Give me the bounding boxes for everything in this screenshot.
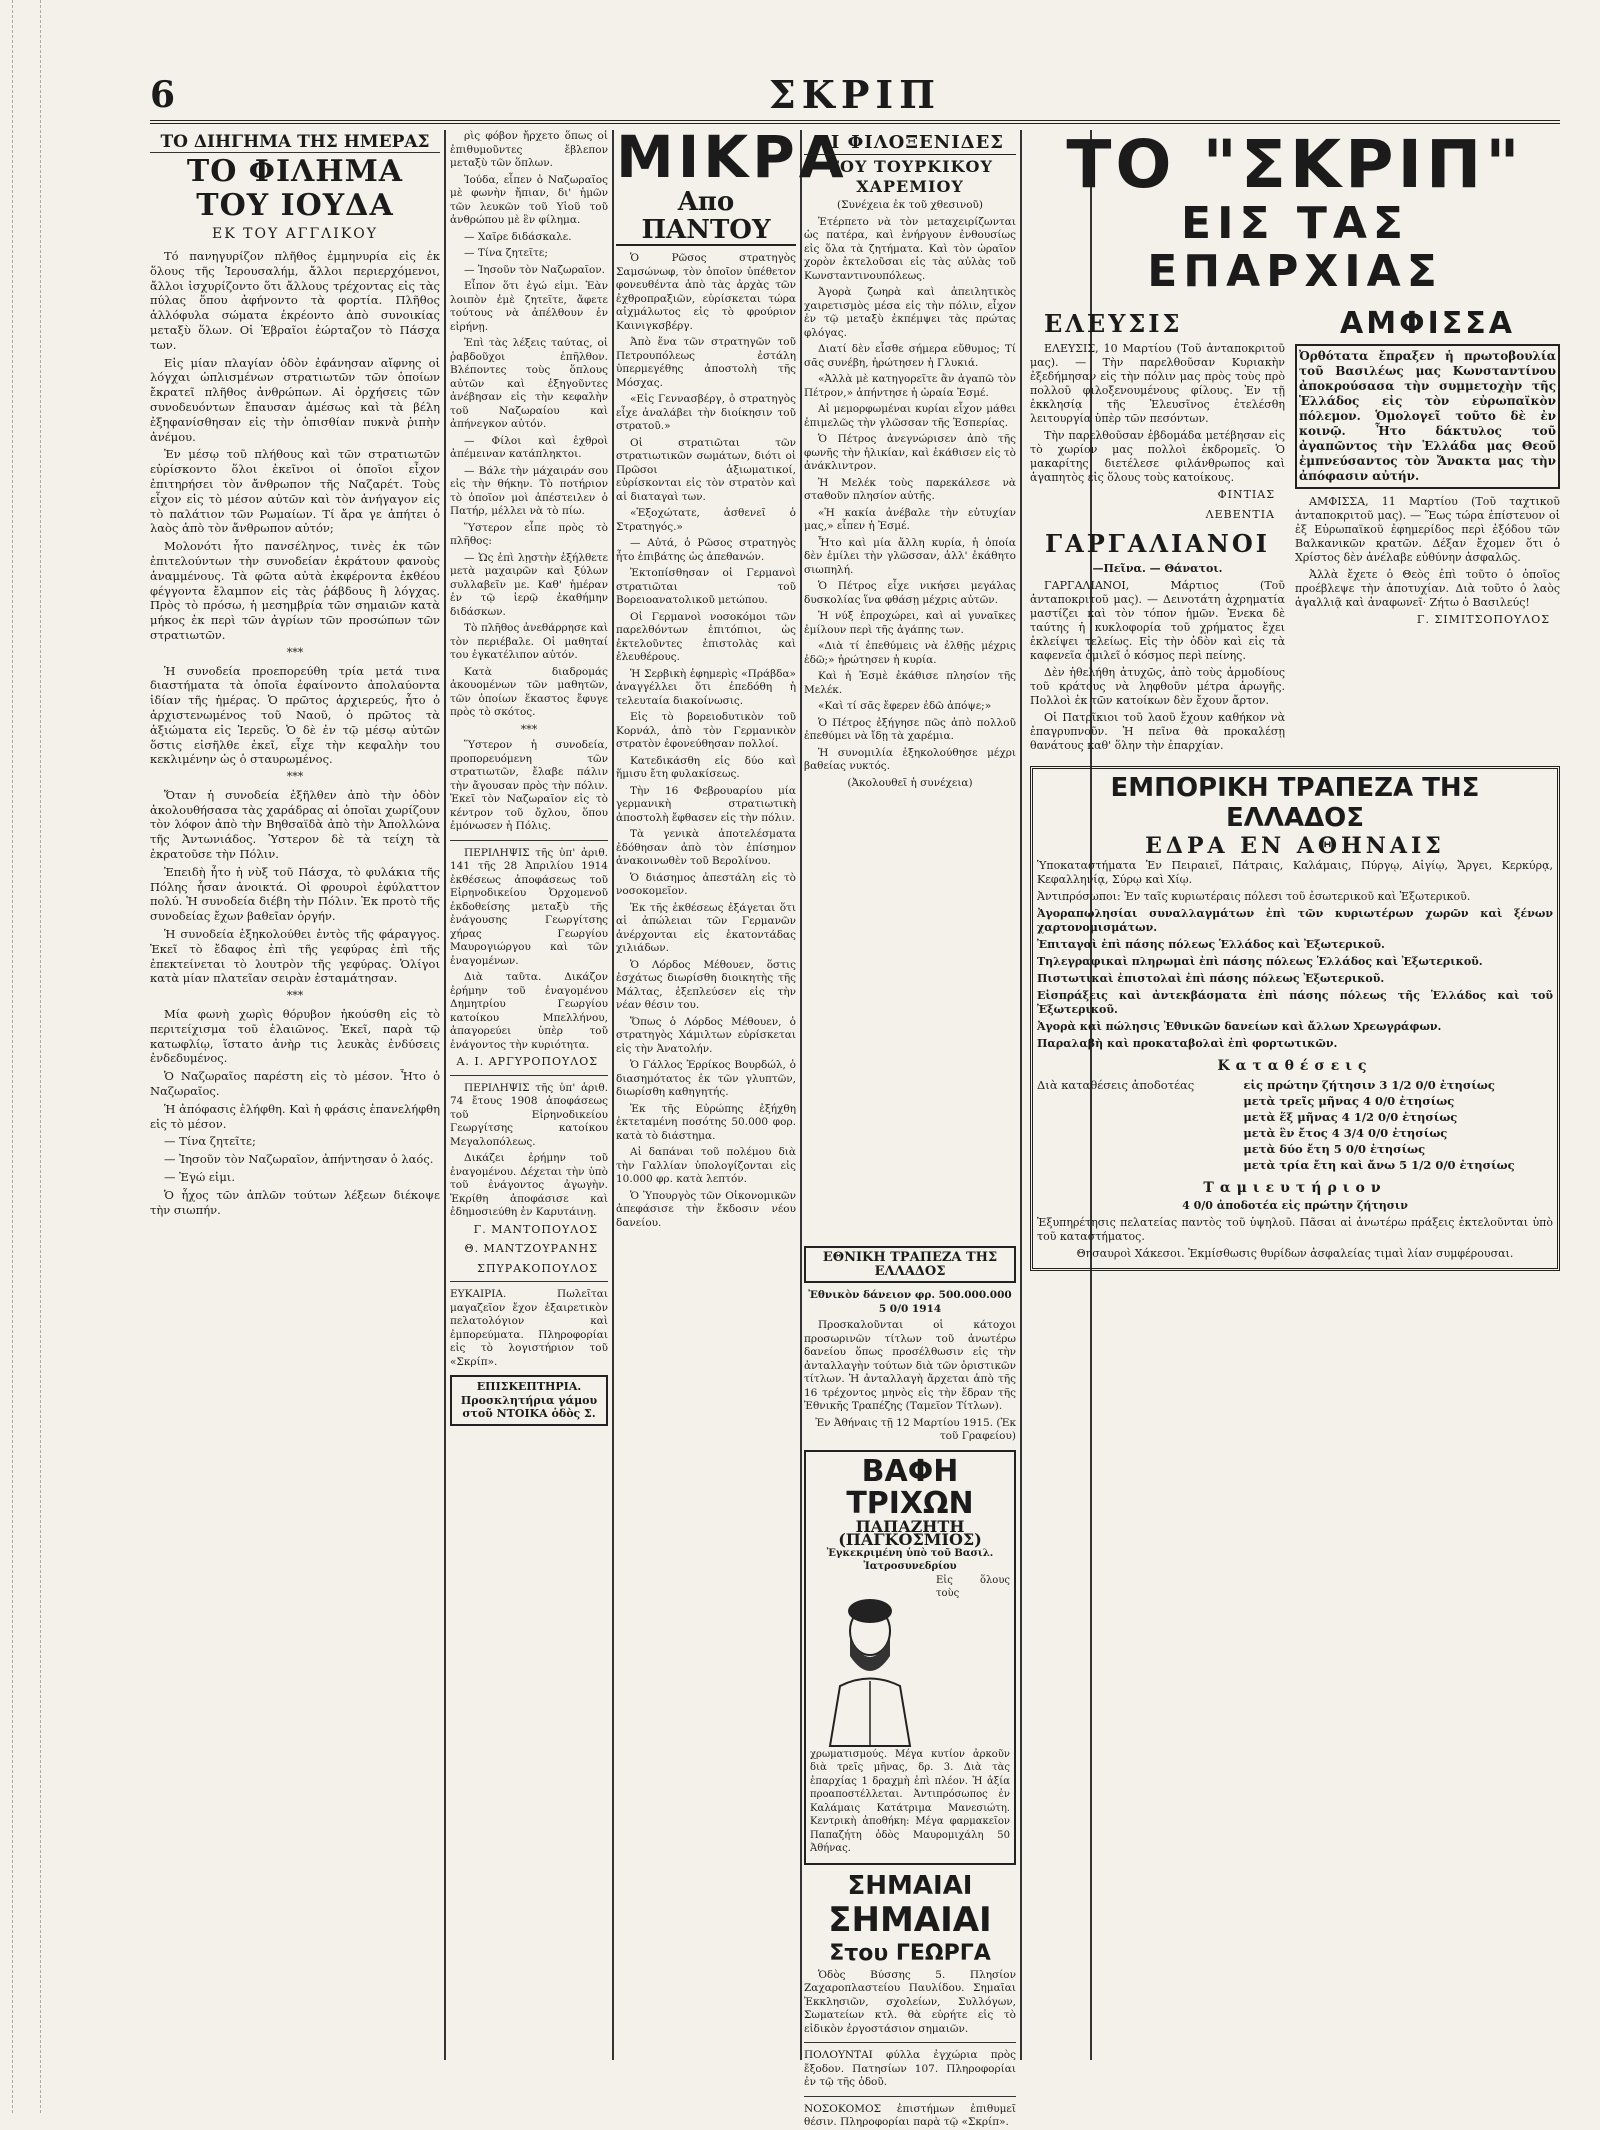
- gargalianoi-report: Δὲν ἠθελήθη ἀτυχῶς, ἀπὸ τοὺς ἀρμοδίους τοῦ κράτους νὰ ληφθοῦν μέτρα ἀρωγῆς. Πολλοὶ ἐκ τῶν κατοίκων δὲν ἔχουν ἄρτον.: [1030, 666, 1285, 707]
- story-paragraph: ρὶς φόβον ἤρχετο ὅπως οἱ ἐπιθυμοῦντες ἔβλεπον μεταξὺ τῶν ὅπλων.: [450, 130, 608, 169]
- story-paragraph: Εἰς μίαν πλαγίαν ὁδὸν ἐφάνησαν αἴφνης οἱ λόγχαι ὡπλισμένων στρατιωτῶν τῶν ὁποίων ἔκρατεῖ πλῆθος ἀνθρώπων. Αἱ ὀρχήσεις τῶν συνοδευόντων ἔπαυσαν ἀμέσως καὶ τὰ βέλη ἐξηφανίσθησαν εἰς τὴν ὀπισθίαν πυκνὰ ῥιπὴν ἀνέμου.: [150, 355, 440, 444]
- serial-paragraph: Ὁ Πέτρος εἶχε νικήσει μεγάλας δυσκολίας ἵνα φθάσῃ μέχρις αὐτῶν.: [804, 580, 1016, 606]
- story-paragraph: — Βάλε τὴν μάχαιράν σου εἰς τὴν θήκην. Τὸ ποτήριον τὸ ὁποῖον μοὶ ἀπέστειλεν ὁ Πατήρ, μέλλει νὰ τὸ πίω.: [450, 464, 608, 517]
- deposit-rate-row: Διὰ καταθέσεις ἀποδοτέας εἰς πρώτην ζήτησιν 3 1/2 0/0 ἐτησίως: [1037, 1078, 1495, 1092]
- portrait-illustration: [810, 1576, 930, 1746]
- deposit-rate-row: μετὰ ἕξ μῆνας 4 1/2 0/0 ἐτησίως: [1243, 1110, 1458, 1124]
- amfissa-heading: ΑΜΦΙΣΣΑ: [1340, 306, 1515, 341]
- story-paragraph: Ὕστερον ἡ συνοδεία, προπορευόμενη τῶν στρατιωτῶν, ἔλαβε πάλιν τὴν ἄγουσαν πρὸς τὴν πόλιν. Ἐκεῖ τὸν Ναζωραῖον εἰς τὸ κέντρον τοῦ ὄχλου, ὅπου ἐμόνωσεν ἡ Πόλις.: [450, 739, 608, 832]
- serial-paragraph: «Ἡ κακία ἀνέβαλε τὴν εὐτυχίαν μας,» εἶπεν ἡ Ἐσμέ.: [804, 506, 1016, 532]
- hair-dye-title: ΒΑΦΗ ΤΡΙΧΩΝ: [846, 1453, 974, 1521]
- bank-service: Εἰσπράξεις καὶ ἀντεκβάσματα ἐπὶ πάσης πόλεως τῆς Ἑλλάδος καὶ τοῦ Ἐξωτερικοῦ.: [1037, 989, 1553, 1016]
- brief-item: Ὁ Γάλλος Ἐρρίκος Βουρδώλ, ὁ διασημότατος ἐκ τῶν γλυπτῶν, διωρίσθη καθηγητής.: [616, 1059, 796, 1098]
- hair-dye-text: Εἰς ὅλους τοὺς χρωματισμούς. Μέγα κυτίον ἀρκοῦν διὰ τρεῖς μῆνας, δρ. 3. Διὰ τὰς ἐπαρχίας 1 δραχμὴ ἐπὶ πλέον. Ἡ ἀξία προαποστέλλεται. Ἀντιπρόσωπος ἐν Καλάμαις Κατάτριμα Μανεσιώτη. Κεντρικὴ ἀποθήκη: Μέγα φαρμακεῖον Παπαζήτη ὁδὸς Μαυρομιχάλη 50 Ἀθήνας.: [810, 1574, 1010, 1854]
- commercial-bank-seat: ΕΔΡΑ ΕΝ ΑΘΗΝΑΙΣ: [1145, 833, 1445, 859]
- ads-column: [804, 1240, 1016, 2128]
- bank-branches: Ὑποκαταστήματα Ἐν Πειραιεῖ, Πάτραις, Καλάμαις, Πύργῳ, Αἰγίῳ, Ἄργει, Κερκύρᾳ, Κεφαλληνίᾳ, Σύρῳ καὶ Χίῳ.: [1037, 859, 1553, 886]
- provinces-right: [1295, 302, 1560, 756]
- legal-notice: ΠΕΡΙΛΗΨΙΣ τῆς ὑπ' ἀριθ. 141 τῆς 28 Ἀπριλίου 1914 ἐκθέσεως ἀποφάσεως τοῦ Εἰρηνοδικείου Ὀρχομενοῦ ἐκδοθείσης μεταξὺ τῆς ἐνάγουσης Γεωργίτσης χήρας Γεωργίου Μαυρογιώργου καὶ τῶν ἐναγομένων.: [450, 846, 608, 967]
- report-signature: Γ. ΣΙΜΙΤΣΟΠΟΥΛΟΣ: [1416, 613, 1550, 626]
- flags-shop-name: Στου ΓΕΩΡΓΑ: [829, 1940, 991, 1966]
- provinces-title: ΤΟ "ΣΚΡΙΠ": [1066, 126, 1524, 203]
- story-paragraph: — Ἐγώ εἰμι.: [164, 1170, 235, 1185]
- column-rule: [612, 130, 614, 2060]
- story-paragraph: Ἐπειδὴ ἦτο ἡ νὺξ τοῦ Πάσχα, τὸ φυλάκια τῆς Πόλης ἦσαν ἀνοικτά. Οἱ φρουροὶ ἐφύλαττον πολύ. Ἡ συνοδεία διέβη τὴν Πόλιν. Ἐκ προτὸ τῆς συνοδείας ἔχων βαθεῖαν ὀργήν.: [150, 864, 440, 924]
- brief-item: Ὁ Λόρδος Μέθουεν, ὅστις ἐσχάτως διωρίσθη διοικητὴς τῆς Μάλτας, ἐξεπλεύσεν εἰς τὴν νέαν θέσιν του.: [616, 958, 796, 1011]
- masthead: [150, 72, 1560, 124]
- story-paragraph: Εἶπον ὅτι ἐγώ εἰμι. Ἐὰν λοιπὸν ἐμὲ ζητεῖτε, ἄφετε τούτους νὰ ἀπέλθουν ἐν εἰρήνῃ.: [450, 280, 608, 333]
- notice-signature: ΣΠΥΡΑΚΟΠΟΥΛΟΣ: [477, 1261, 598, 1275]
- hair-dye-ad: [804, 1450, 1016, 1865]
- story-paragraph: Ἐν μέσῳ τοῦ πλήθους καὶ τῶν στρατιωτῶν εὑρίσκοντο ὅλοι ἐκεῖνοι οἱ ὁποῖοι εἶχον ἐπιτηρήσει τὸν ἄνθρωπον τῆς Ναζαρέτ. Τοὺς εἶχον εἰς τὸ μέσον αὐτῶν καὶ τὸν ἀνήγαγον εἰς τὸ παλάτιον τῶν Ρωμαίων. Τί ἄρα γε ἀπήτει ὁ λαὸς ἀπὸ τὸν ἄνθρωπον αὐτόν;: [150, 447, 440, 536]
- story-paragraph: Ὁ Ναζωραῖος παρέστη εἰς τὸ μέσον. Ἦτο ὁ Ναζωραῖος.: [150, 1069, 440, 1099]
- provinces-column: [1030, 126, 1560, 2060]
- amfissa-report: ΑΜΦΙΣΣΑ, 11 Μαρτίου (Τοῦ ταχτικοῦ ἀνταποκριτοῦ μας). — Ἕως τώρα ἐπίστευον οἱ ἐξ Εὐρωπαϊκοῦ ἐφημερίδος περὶ ἐξόδου τῶν Βαλκανικῶν κρατῶν. Δέξαν ἔχομεν ὅτι ὁ Χρίστος δὲν ἀνέλαβε εὐθύνην ἀσφαλῶς.: [1295, 495, 1560, 564]
- serial-subtitle: ΤΟΥ ΤΟΥΡΚΙΚΟΥ ΧΑΡΕΜΙΟΥ: [827, 157, 993, 196]
- serial-paragraph: Ὁ Πέτρος ἀνεγνώρισεν ἀπὸ τῆς φωνῆς τὴν ἡλικίαν, καὶ ἐκάθισεν εἰς τὸ ἀνάκλιντρον.: [804, 433, 1016, 472]
- amfissa-report: Ἀλλὰ ἔχετε ὁ Θεὸς ἐπὶ τοῦτο ὁ ὁποῖος προέβλεψε τὴν ἀποτυχίαν. Διὰ τοῦτο ὁ λαὸς ἀγαλλιᾷ καὶ ἀναφωνεῖ· Ζήτω ὁ Βασιλεύς!: [1295, 568, 1560, 609]
- serial-to-be-continued: (Ἀκολουθεῖ ἡ συνέχεια): [847, 776, 973, 789]
- flags-ad-text: Ὁδὸς Βύσσης 5. Πλησίον Ζαχαροπλαστείου Παυλίδου. Σημαῖαι Ἐκκλησιῶν, σχολείων, Συλλόγων, Σωματείων κτλ. θὰ εὑρήτε εἰς τὸ εἰδικὸν ἐργοστάσιον σημαιῶν.: [804, 1968, 1016, 2035]
- serial-title: ΑΙ ΦΙΛΟΞΕΝΙΔΕΣ: [804, 132, 1016, 155]
- column-rule: [800, 130, 802, 2060]
- deposit-rate-row: μετὰ δύο ἔτη 5 0/0 ἐτησίως: [1243, 1142, 1426, 1156]
- brief-item: Εἰς τὸ βορειοδυτικὸν τοῦ Κορνάλ, ἀπὸ τὸν Γερμανικὸν στρατὸν ἐφονεύθησαν πολλοί.: [616, 711, 796, 750]
- story-title: ΤΟ ΦΙΛΗΜΑ ΤΟΥ ΙΟΥΔΑ: [186, 154, 404, 223]
- story-subtitle: ΕΚ ΤΟΥ ΑΓΓΛΙΚΟΥ: [212, 226, 378, 242]
- gargalianoi-report: Οἱ Πατρῖκιοι τοῦ λαοῦ ἔχουν καθήκον νὰ ἐπαγρυπνοῦν. Ἡ πεῖνα θὰ προκαλέσῃ θανάτους καθ' ὅλην τὴν ἐπαρχίαν.: [1030, 711, 1285, 752]
- column-rule: [444, 130, 446, 2060]
- bank-service: Ἀντιπρόσωποι: Ἐν ταῖς κυριωτέραις πόλεσι τοῦ ἐσωτερικοῦ καὶ Ἐξωτερικοῦ.: [1037, 890, 1471, 903]
- bank-loan-title: Ἐθνικὸν δάνειον φρ. 500.000.000 5 0/0 1914: [808, 1289, 1012, 1315]
- visiting-cards-ad: ΕΠΙΣΚΕΠΤΗΡΙΑ. Προσκλητήρια γάμου στοῦ ΝΤΟΙΚΑ ὁδὸς Σ.: [450, 1375, 608, 1426]
- brief-item: «Ἐξοχώτατε, ἀσθενεῖ ὁ Στρατηγός.»: [616, 507, 796, 533]
- story-paragraph: — Ἰησοῦν τὸν Ναζωραῖον.: [464, 263, 605, 276]
- provinces-left: [1030, 302, 1285, 756]
- legal-notice: Διὰ ταῦτα. Δικάζον ἐρήμην τοῦ ἐναγομένου Δημητρίου Γεωργίου κατοίκου Μπελλήνου, ἀπαγορεύει ὑπὲρ τοῦ ἐνάγοντος τὴν κυριότητα.: [450, 971, 608, 1051]
- gargalianoi-subheading: —Πεῖνα. — Θάνατοι.: [1092, 562, 1223, 575]
- brief-item: Ὁ Ρῶσος στρατηγὸς Σαμσώνωφ, τὸν ὁποῖον ὑπέθετον φονευθέντα ἀπὸ τὰς ἀρχὰς τῶν ἐχθροπραξιῶν, εὑρίσκεται τώρα αἰχμάλωτος εἰς τὸ φρούριον Καινιγκσβέργ.: [616, 252, 796, 332]
- notice-signature: Θ. ΜΑΝΤΖΟΥΡΑΝΗΣ: [464, 1242, 598, 1255]
- paper-name: ΣΚΡΙΠ: [768, 72, 942, 117]
- briefs-title: ΜΙΚΡΑ: [616, 123, 848, 191]
- bank-service: Παραλαβὴ καὶ προκαταβολαὶ ἐπὶ φορτωτικῶν.: [1037, 1037, 1338, 1050]
- serial-column: [804, 130, 1016, 1230]
- classified-ad: ΝΟΣΟΚΟΜΟΣ ἐπιστήμων ἐπιθυμεῖ θέσιν. Πληροφορίαι παρὰ τῷ «Σκρίπ».: [804, 2102, 1016, 2128]
- story-paragraph: — Τίνα ζητεῖτε;: [464, 247, 548, 259]
- report-signature: ΛΕΒΕΝΤΙΑ: [1205, 508, 1275, 521]
- legal-notice: ΠΕΡΙΛΗΨΙΣ τῆς ὑπ' ἀριθ. 74 ἔτους 1908 ἀποφάσεως τοῦ Εἰρηνοδικείου Γεωργίτσης κατοίκου Μεγαλοπόλεως.: [450, 1081, 608, 1148]
- serial-paragraph: «Ἀλλὰ μὲ κατηγορεῖτε ἂν ἀγαπῶ τὸν Πέτρον,» ἀπήντησε ἡ ὡραία Ἐσμέ.: [804, 373, 1016, 399]
- gargalianoi-heading: ΓΑΡΓΑΛΙΑΝΟΙ: [1045, 529, 1270, 558]
- eleusis-heading: ΕΛΕΥΣΙΣ: [1044, 309, 1183, 338]
- news-briefs-column: [616, 123, 848, 2060]
- brief-item: Ἡ Σερβικὴ ἐφημερὶς «Πράβδα» ἀναγγέλλει ὅτι ἐπεδόθη ἡ τελευταία διακοίνωσις.: [616, 667, 796, 707]
- story-paragraph: Ὁ ἦχος τῶν ἁπλῶν τούτων λέξεων διέκοψε τὴν σιωπήν.: [150, 1187, 440, 1217]
- provinces-subtitle: ΕΙΣ ΤΑΣ ΕΠΑΡΧΙΑΣ: [1147, 198, 1443, 297]
- notice-signature: Α. Ι. ΑΡΓΥΡΟΠΟΥΛΟΣ: [456, 1055, 598, 1068]
- bank-notice-text: Προσκαλοῦνται οἱ κάτοχοι προσωρινῶν τίτλων τοῦ ἀνωτέρω δανείου ὅπως προσέλθωσιν εἰς τὴν ἀνταλλαγὴν τούτων διὰ τῶν ὁριστικῶν τίτλων. Ἡ ἀνταλλαγὴ ἄρχεται ἀπὸ τῆς 16 τρέχοντος μηνὸς εἰς τὴν ἔδραν τῆς Ἐθνικῆς Τραπέζης (Ταμεῖον Τίτλων).: [804, 1319, 1016, 1412]
- story-paragraph: — Τίνα ζητεῖτε;: [164, 1134, 256, 1149]
- safe-deposit-text: Θησαυροὶ Χάκεσοι. Ἐκμίσθωσις θυρίδων ἀσφαλείας τιμαὶ λίαν συμφέρουσαι.: [1076, 1247, 1514, 1260]
- flags-ad-heading-large: ΣΗΜΑΙΑΙ: [828, 1899, 992, 1940]
- brief-item: Τὰ γενικὰ ἀποτελέσματα ἐδόθησαν ἀπὸ τὸν ἐπίσημον ἀνακοινωθὲν τοῦ Βερολίνου.: [616, 828, 796, 867]
- story-paragraph: Τό πανηγυρίζον πλῆθος ἐμμηνυρία εἰς ἐκ ὅλους τῆς Ἱερουσαλήμ, ἄλλοι περιερχόμενοι, ἄλλοι ἰσχυρίζοντο ὅτι ἄλλους τρέχοντας εἰς τὰς πύλας ὅπου ἀφήνοντο τὰ φορτία. Πλῆθος ἀλλόφυλα σώματα ἐκρέοντο ἀπὸ συνοικίας μεταξὺ ὅλων. Οἱ Ἑβραῖοι ἐώρταζον τὸ Πάσχα των.: [150, 249, 440, 352]
- story-paragraph: Ὕστερον εἶπε πρὸς τὸ πλῆθος:: [450, 521, 608, 547]
- commercial-bank-title: ΕΜΠΟΡΙΚΗ ΤΡΑΠΕΖΑ ΤΗΣ ΕΛΛΑΔΟΣ: [1110, 773, 1480, 833]
- eleusis-report: Τὴν παρελθοῦσαν ἑβδομάδα μετέβησαν εἰς τὸ χωρίον μας πολλοὶ ἐκδρομεῖς. Ὁ μακαρίτης διετέλεσε φιλάνθρωπος καὶ ἀγαπητὸς εἰς ὅλους τοὺς κατοίκους.: [1030, 429, 1285, 484]
- brief-item: Ἀπὸ ἕνα τῶν στρατηγῶν τοῦ Πετρουπόλεως ἐστάλη ὑπερμεγέθης ἀποστολὴ τῆς Μόσχας.: [616, 336, 796, 389]
- brief-item: Αἱ δαπάναι τοῦ πολέμου διὰ τὴν Γαλλίαν ὑπολογίζονται εἰς 10.000 φρ. κατὰ λεπτόν.: [616, 1146, 796, 1185]
- serial-paragraph: Ἡ συνομιλία ἐξηκολούθησε μέχρι βαθείας νυκτός.: [804, 746, 1016, 772]
- gargalianoi-report: ΓΑΡΓΑΛΙΑΝΟΙ, Μάρτιος (Τοῦ ἀνταποκριτοῦ μας). — Δεινοτάτη ἀχρηματία μαστίζει καὶ τὸν τόπον ἡμῶν. Ἐνεκα δὲ ταύτης ἡ κυκλοφορία τοῦ χρήματος ἔχει ἐκλείψει τελείως. Εἰς τὴν ὁδὸν καὶ εἰς τὰ καφενεῖα ὁμιλεῖ ὁ κόσμος περὶ πείνης.: [1030, 579, 1285, 662]
- story-paragraph: Ὅταν ἡ συνοδεία ἐξῆλθεν ἀπὸ τὴν ὁδὸν ἀκολουθήσασα τὰς χαράδρας αἱ ὁποῖαι χωρίζουν τὸν λόφον ἀπὸ τὴν Βηθσαϊδὰ ἀπὸ τὴν Ἀπολλώνα τῆς Ἀντωνιάδος. Ὑστερον δὲ τὰ τείχη τὰ ἐκρατοῦσε τὴν Πόλιν.: [150, 787, 440, 862]
- fold-line: [40, 0, 41, 2113]
- separator: ***: [286, 989, 304, 1003]
- story-paragraph: Ἰούδα, εἶπεν ὁ Ναζωραῖος μὲ φωνὴν ἤπιαν, δι' ἡμῶν τῶν λευκῶν τοῦ Υἱοῦ τοῦ ἀνθρώπου μὲ ἓν φίλημα.: [450, 173, 608, 226]
- legal-notice: Δικάζει ἐρήμην τοῦ ἐναγομένου. Δέχεται τὴν ὑπὸ τοῦ ἐνάγοντος ἀγωγὴν. Ἐκρίθη ἀποφάσισε καὶ ἐδημοσιεύθη ἐν Καρυτάινῃ.: [450, 1152, 608, 1218]
- deposit-rate-row: μετὰ ἓν ἔτος 4 3/4 0/0 ἐτησίως: [1243, 1126, 1448, 1140]
- story-paragraph: Μία φωνὴ χωρὶς θόρυβον ἠκούσθη εἰς τὸ περιτείχισμα τοῦ ἐλαιῶνος. Ἐκεῖ, παρὰ τῷ κατωφλίῳ, ἵστατο ἀνὴρ τις λευκὰς ἐνδύσεις ἐνδεδυμένος.: [150, 1007, 440, 1066]
- serial-paragraph: Ἡ Μελέκ τοὺς παρεκάλεσε νὰ σταθοῦν πλησίον αὐτῆς.: [804, 476, 1016, 502]
- story-paragraph: Ἐπὶ τὰς λέξεις ταύτας, οἱ ῥαβδοῦχοι ἐπῆλθον. Βλέποντες τοὺς ὅπλους αὐτῶν καὶ ἐξηγοῦντες ἀνέβησαν εἰς τὴν κεφαλὴν τοῦ Ναζωραίου καὶ ἀπήνεγκον αὐτόν.: [450, 337, 608, 430]
- story-paragraph: — Ὡς ἐπὶ λῃστὴν ἐξήλθετε μετὰ μαχαιρῶν καὶ ξύλων συλλαβεῖν με. Καθ' ἡμέραν ἐν τῷ ἱερῷ ἐκαθήμην διδάσκων.: [450, 551, 608, 618]
- national-bank-heading: ΕΘΝΙΚΗ ΤΡΑΠΕΖΑ ΤΗΣ ΕΛΛΑΔΟΣ: [804, 1246, 1016, 1283]
- classified-ad: ΠΟΛΟΥΝΤΑΙ φύλλα ἐγχώρια πρὸς ἔξοδον. Πατησίων 107. Πληροφορίαι ἐν τῷ τῆς ὁδοῦ.: [804, 2049, 1016, 2088]
- brief-item: Τὴν 16 Φεβρουαρίου μία γερμανικὴ στρατιωτικὴ ἀποστολὴ ἔφθασεν εἰς τὴν πόλιν.: [616, 784, 796, 824]
- story-paragraph: Ἡ συνοδεία προεπορεύθη τρία μετά τινα διαστήματα τὰ ὁποῖα ἐφαίνοντο ἀπολαύοντα ἰδίαν τῆς ἡμέρας. Ὁ πρῶτος ἀρχιερεύς, ἦτο ὁ ἀρχιστενωμένος τοῦ Ναοῦ, ὁ πρῶτος τὰ ἀξιώματα εἰς Ἱερεῦς. Ὁ δὲ ἐν τῷ μέσῳ αὐτῶν ὅστις εἰσῆλθε ἐκεῖ, εἶχε τὴν κεφαλὴν του κεκλιμένην ὡς ὁ σταυρωμένος.: [150, 663, 440, 767]
- story-paragraph: — Χαῖρε διδάσκαλε.: [464, 230, 572, 243]
- story-paragraph: Μολονότι ἦτο πανσέληνος, τινὲς ἐκ τῶν ἐπιτελούντων τὴν συνοδείαν ἐκράτουν φανοὺς ἀναμμένους. Τὰ φῶτα αὐτὰ ἐκφέροντα ἐκθέου φέγγοντα ἔλαμπον εἰς τὰς ῥάβδους ἢ λόγχας. Πρὸς τὸ πρόσω, ἡ μεσημβρία τῶν σημαιῶν κατὰ μήκος ἐκ περὶ τῶν ἀγρίων τῶν προσώπων τῶν στρατιωτῶν.: [150, 539, 440, 642]
- story-paragraph: Τὸ πλῆθος ἀνεθάρρησε καὶ τὸν περιέβαλε. Οἱ μαθηταί του ἐγκατέλιπον αὐτόν.: [450, 622, 608, 661]
- serial-continued: (Συνέχεια ἐκ τοῦ χθεσινοῦ): [836, 199, 984, 211]
- separator: ***: [520, 722, 538, 736]
- brief-item: Ὁ Ὑπουργὸς τῶν Οἰκονομικῶν ἀπεφάσισε τὴν ἔκδοσιν νέου δανείου.: [616, 1189, 796, 1229]
- separator: ***: [286, 770, 304, 784]
- story-paragraph: Ἡ συνοδεία ἐξηκολούθει ἐντὸς τῆς φάραγγος. Ἐκεῖ τὸ ἔδαφος ἐπὶ τῆς γεφύρας ἐπὶ τῆς ἐπεκτείνεται τὸ λουτρὸν τῆς γεφύρας. Ὁλίγοι κατὰ μίαν πλατεῖαν σειρὰν ἐσταμάτησαν.: [150, 927, 440, 986]
- story-paragraph: Κατὰ διαδρομάς ἀκουομένων τῶν μαθητῶν, τῶν ὁποίων ἕκαστος ἔφυγε πρὸς τὸ σκότος.: [450, 665, 608, 718]
- brief-item: «Εἰς Γεννασβέργ, ὁ στρατηγὸς εἶχε ἀναλάβει τὴν διοίκησιν τοῦ στρατοῦ.»: [616, 393, 796, 432]
- eleusis-report: ΕΛΕΥΣΙΣ, 10 Μαρτίου (Τοῦ ἀνταποκριτοῦ μας). — Τὴν παρελθοῦσαν Κυριακὴν ἐξεδήμησαν εἰς τὴν πόλιν μας πρὸς τοὺς πρὸ πολλοῦ φιλοξενουμένους φίλους. Ἐν τῇ ἐκκλησίᾳ τῆς Ἐλευσῖνος ἐτελέσθη λειτουργία ὑπὲρ τῶν πεσόντων.: [1030, 342, 1285, 425]
- bank-service: Ἀγορὰ καὶ πώλησις Ἐθνικῶν δανείων καὶ ἄλλων Χρεωγράφων.: [1037, 1020, 1442, 1033]
- deposits-heading: Καταθέσεις: [1217, 1058, 1373, 1074]
- brief-item: Ἐκ τῆς ἐκθέσεως ἐξάγεται ὅτι αἱ ἀπώλειαι τῶν Γερμανῶν ἀνέρχονται εἰς ἑκατοντάδας χιλιάδων.: [616, 901, 796, 954]
- brief-item: Κατεδικάσθη εἰς δύο καὶ ἥμισυ ἔτη φυλακίσεως.: [616, 754, 796, 780]
- bank-notice-date: Ἐν Ἀθήναις τῇ 12 Μαρτίου 1915. (Ἐκ τοῦ Γραφείου): [815, 1416, 1016, 1442]
- flags-ad-heading: ΣΗΜΑΙΑΙ: [847, 1870, 973, 1901]
- fold-line: [12, 0, 13, 2113]
- savings-text: Ἐξυπηρέτησις πελατείας παντὸς τοῦ ὑψηλοῦ. Πᾶσαι αἱ ἀνωτέρω πράξεις ἐκτελοῦνται ὑπὸ τοῦ καταστήματος.: [1037, 1216, 1553, 1243]
- brief-item: Οἱ στρατιῶται τῶν στρατιωτικῶν σωμάτων, διότι οἱ Πρῶσοι ἀξιωματικοί, εὑρίσκονται εἰς τὸν στρατὸν καὶ αἱ διαταγαὶ των.: [616, 436, 796, 503]
- savings-rate: 4 0/0 ἀποδοτέα εἰς πρώτην ζήτησιν: [1182, 1199, 1408, 1212]
- amfissa-highlight: Ὀρθότατα ἔπραξεν ἡ πρωτοβουλία τοῦ Βασιλέως μας Κωνσταντίνου ἀποκρούσασα τὴν συμμετοχὴν τῆς Ἑλλάδος εἰς τὸν εὐρωπαϊκὸν πόλεμον. Ὁμολογεῖ τοῦτο δὲ ἐν κοινῷ. Ἦτο δάκτυλος τοῦ ἀγαπῶντος τὴν Ἑλλάδα μας Θεοῦ ἐμπνεύσαντος τὸν Ἄνακτα μας τὴν ἀπόφασιν αὐτήν.: [1295, 344, 1560, 489]
- story-continuation-column: [450, 130, 608, 2060]
- deposit-rate-row: μετὰ τρία ἔτη καὶ ἄνω 5 1/2 0/0 ἐτησίως: [1243, 1158, 1515, 1172]
- serial-paragraph: Ἀγορὰ ζωηρὰ καὶ ἀπειλητικὸς χαιρετισμὸς μέσα εἰς τὴν πόλιν, εἶχον ἐν τῷ μεταξὺ ἐκπέμψει τὰς πρώτας φλόγας.: [804, 286, 1016, 339]
- brief-item: Ἐκτοπίσθησαν οἱ Γερμανοὶ στρατιῶται τοῦ Βορειοανατολικοῦ μετώπου.: [616, 567, 796, 606]
- notice-signature: Γ. ΜΑΝΤΟΠΟΥΛΟΣ: [473, 1222, 598, 1236]
- story-paragraph: — Ἰησοῦν τὸν Ναζωραῖον, ἀπήντησαν ὁ λαός.: [164, 1152, 434, 1167]
- serial-paragraph: Ὁ Πέτρος ἐξήγησε πῶς ἀπὸ πολλοῦ ἐπεθύμει νὰ ἴδῃ τὰ χαρέμια.: [804, 716, 1016, 742]
- hair-dye-brand: ΠΑΠΑΖΗΤΗ (ΠΑΓΚΟΣΜΙΟΣ): [838, 1516, 982, 1549]
- deposit-rate-row: μετὰ τρεῖς μῆνας 4 0/0 ἐτησίως: [1243, 1094, 1455, 1108]
- brief-item: — Αὐτά, ὁ Ρῶσος στρατηγὸς ἦτο ἐπιβάτης ὡς ἀπεθανών.: [616, 537, 796, 563]
- serial-paragraph: Ἦτο καὶ μία ἄλλη κυρία, ἡ ὁποία δὲν ἐμίλει τὴν γλῶσσαν, ἀλλ' ἐκάθητο σιωπηλή.: [804, 536, 1016, 576]
- page-number: 6: [150, 74, 176, 116]
- provinces-body: [1030, 302, 1560, 756]
- classified-ad: ΕΥΚΑΙΡΙΑ. Πωλεῖται μαγαζεῖον ἔχον ἐξαιρετικὸν πελατολόγιον καὶ ἐμπορεύματα. Πληροφορίαι εἰς τὸ λογιστήριον τοῦ «Σκρίπ».: [450, 1288, 608, 1368]
- serial-paragraph: Καὶ ἡ Ἐσμὲ ἐκάθισε πλησίον τῆς Μελέκ.: [804, 670, 1016, 696]
- serial-paragraph: Αἱ μεμορφωμέναι κυρίαι εἶχον μάθει ἐπιμελῶς τὴν γλῶσσαν τῆς Ἑσπερίας.: [804, 403, 1016, 429]
- column-rule: [1020, 130, 1022, 2060]
- brief-item: Ἐκ τῆς Εὐρώπης ἐξήχθη ἐκτεταμένη ποσότης 50.000 φορ. κατὰ τὸ διάστημα.: [616, 1102, 796, 1142]
- bank-service: Ἐπιταγαὶ ἐπὶ πάσης πόλεως Ἑλλάδος καὶ Ἐξωτερικοῦ.: [1037, 938, 1385, 951]
- bank-service: Ἀγοραπωλησίαι συναλλαγμάτων ἐπὶ τῶν κυριωτέρων χωρῶν καὶ ξένων χαρτονομισμάτων.: [1037, 907, 1553, 934]
- briefs-subtitle: Απο ΠΑΝΤΟΥ: [616, 188, 796, 246]
- commercial-bank-ad: [1030, 766, 1560, 1271]
- serial-paragraph: «Καὶ τί σᾶς ἔφερεν ἐδῶ ἀπόψε;»: [818, 700, 992, 712]
- serial-paragraph: Διατί δὲν εἶσθε σήμερα εὔθυμος; Τί σᾶς συνέβη, ἠρώτησεν ἡ Γλυκιά.: [804, 343, 1016, 369]
- story-kicker: ΤΟ ΔΙΗΓΗΜΑ ΤΗΣ ΗΜΕΡΑΣ: [150, 132, 440, 153]
- story-column: [150, 130, 440, 2060]
- bank-service: Τηλεγραφικαὶ πληρωμαὶ ἐπὶ πάσης πόλεως Ἑλλάδος καὶ Ἐξωτερικοῦ.: [1037, 955, 1483, 968]
- deposit-rates: [1037, 1077, 1553, 1173]
- bank-service: Πιστωτικαὶ ἐπιστολαὶ ἐπὶ πάσης πόλεως Ἐξωτερικοῦ.: [1037, 972, 1385, 985]
- separator: ***: [286, 645, 304, 659]
- brief-item: Ὅπως ὁ Λόρδος Μέθουεν, ὁ στρατηγὸς Χάμιλτων εὑρίσκεται εἰς τὴν Ἀνατολήν.: [616, 1015, 796, 1055]
- report-signature: ΦΙΝΤΙΑΣ: [1217, 488, 1275, 501]
- hair-dye-approval: Ἐγκεκριμένη ὑπὸ τοῦ Βασιλ. Ἰατροσυνεδρίου: [826, 1547, 994, 1572]
- brief-item: Οἱ Γερμανοὶ νοσοκόμοι τῶν παρελθόντων ἐπιτόπιοι, ὡς ἐκτελοῦντες ἐπιστολὰς καὶ ἐλευθέρους.: [616, 610, 796, 663]
- serial-paragraph: «Διὰ τί ἐπεθύμεις νὰ ἐλθῇς μέχρις ἐδῶ;» ἠρώτησεν ἡ κυρία.: [804, 640, 1016, 666]
- serial-paragraph: Ἡ νύξ ἐπροχώρει, καὶ αἱ γυναῖκες ἐμίλουν περὶ τῆς ἀγάπης των.: [804, 610, 1016, 636]
- serial-paragraph: Ἐτέρπετο νὰ τὸν μεταχειρίζωνται ὡς πατέρα, καὶ ἐνήργουν ἐνθουσίως εἰς ὅλα τὰ ζητήματα. Καὶ τὸν ὡραῖον χορὸν ἐκτελοῦσαι εἰς τὰς αὐλὰς τοῦ Κωνσταντινουπόλεως.: [804, 215, 1016, 282]
- story-paragraph: Ἡ ἀπόφασις ἐλήφθη. Καὶ ἡ φράσις ἐπανελήφθη εἰς τὸ μέσον.: [150, 1101, 440, 1131]
- story-paragraph: — Φίλοι καὶ ἐχθροὶ ἀπέμειναν κατάπληκτοι.: [450, 434, 608, 460]
- savings-heading: Ταμιευτήριον: [1203, 1180, 1387, 1196]
- brief-item: Ὁ διάσημος ἀπεστάλη εἰς τὸ νοσοκομεῖον.: [616, 871, 796, 897]
